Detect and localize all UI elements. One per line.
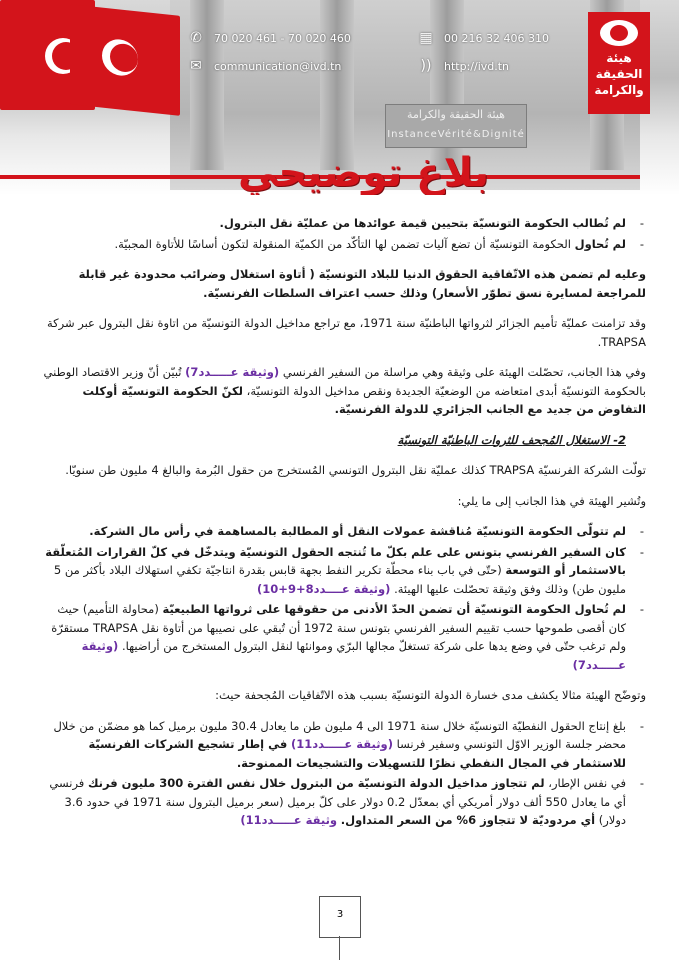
website-contact[interactable]: )) http://ivd.tn — [416, 58, 509, 74]
document-body — [40, 214, 646, 842]
ivd-logo: هيئة الحقيقة والكرامة — [588, 12, 650, 114]
paragraph: وتوضّح الهيئة مثالا يكشف مدى خسارة الدولة التونسيّة بسبب هذه الاتّفاقيات المُجحفة حيث: — [215, 688, 646, 702]
intro-list — [40, 214, 646, 253]
list-item: - كان السفير الفرنسي بتونس على علم بكلّ ما تُنتجه الحقول التونسيّة ويتدخّل في كلّ القرارات المُتعلّقة بالاستثمار أو التوسعة (حتّى في باب بناء محطّة تكرير النفط بجهة قابس بقدرة انتاجيّة تكفي استهلاك البلاد بأكثر من 5 مليون طن) وذلك وفق وثيقة تحصّلت عليها الهيئة. (وثيقة عــــدد8+9+10) — [40, 543, 626, 599]
list-item: - لم تتولّى الحكومة التونسيّة مُناقشة عمولات النقل أو المطالبة بالمساهمة في رأس مال الشركة. — [40, 522, 626, 541]
list-item: - في نفس الإطار، لم تتجاوز مداخيل الدولة التونسيّة من البترول خلال نفس الفترة 300 مليون فرنك فرنسي أي ما يعادل 550 ألف دولار أمريكي أي بمعدّل 0.2 دولار على كلّ برميل (سعر برميل البترول سنة 1971 في حدود 3.6 دولار) أي مردوديّة لا تتجاوز 6% من السعر المتداول. وثيقة عـــــدد11) — [40, 774, 626, 830]
document-reference: (وثيقة عـــــدد11) — [290, 737, 393, 751]
page-number-line — [339, 936, 340, 960]
plaque-french: InstanceVérité&Dignité — [387, 129, 525, 140]
building-plaque — [385, 104, 527, 148]
phone-icon: ✆ — [190, 30, 202, 46]
page-header — [0, 0, 679, 195]
section-heading: 2- الاستغلال المُجحف للثروات الباطنيّة التونسيّة — [397, 432, 626, 447]
findings-list — [40, 522, 646, 674]
examples-list — [40, 717, 646, 830]
document-reference: (وثيقة عـــــدد7) — [81, 639, 626, 672]
mail-icon: ✉ — [190, 58, 202, 74]
page-number: 3 — [319, 896, 361, 938]
fax-contact: ▦ 00 216 32 406 310 — [416, 30, 549, 46]
list-item: - لم تُحاول الحكومة التونسيّة أن تضمن الحدّ الأدنى من حقوقها على ثرواتها الطبيعيّة (محاولة التأميم) حيث كان أقصى طموحها حسب تقييم السفير الفرنسي بتونس سنة 1972 أن تُبقي على نصيبها من أتاوة نقل TRAPSA مستقرّة ولم ترغب حتّى في وضع يدها على شركة تستغلّ مجالها البرّي وموانئها لنقل البترول المستخرج من أراضيها. (وثيقة عـــــدد7) — [40, 600, 626, 674]
rss-icon: )) — [420, 58, 432, 74]
page-title: بلاغ توضيحي — [237, 150, 489, 195]
paragraph: تولّت الشركة الفرنسيّة TRAPSA كذلك عمليّة نقل البترول التونسي المُستخرج من حقول البُرمة والبالغ 4 مليون طن سنويّا. — [65, 463, 646, 477]
email-contact[interactable]: ✉ communication@ivd.tn — [186, 58, 341, 74]
tunisian-flag-icon — [70, 4, 180, 116]
paragraph: وقد تزامنت عمليّة تأميم الجزائر لثرواتها الباطنيّة سنة 1971، مع تراجع مداخيل الدولة التونسيّة من اتاوة نقل البترول عبر شركة TRAPSA. — [46, 316, 646, 349]
list-item: - لم تُحاول الحكومة التونسيّة أن تضع آليات تضمن لها التأكّد من الكميّة المنقولة لتكون أساسًا للأتاوة المجبيّة. — [40, 235, 626, 254]
logo-eye-icon — [600, 20, 638, 46]
paragraph: وتُشير الهيئة في هذا الجانب إلى ما يلي: — [457, 493, 646, 508]
list-item: - لم تُطالب الحكومة التونسيّة بتحيين قيمة عوائدها من عمليّة نقل البترول. — [40, 214, 626, 233]
fax-icon: ▦ — [419, 30, 433, 46]
list-item: - بلغ إنتاج الحقول النفطيّة التونسيّة خلال سنة 1971 الى 4 مليون طن ما يعادل 30.4 مليون برميل كما هو مضمّن من خلال محضر جلسة الوزير الاوّل التونسي وسفير فرنسا (وثيقة عـــــدد11) في إطار تشجيع الشركات الفرنسيّة للاستثمار في المجال النفطي نظرًا للتسهيلات والتشجيعات الممنوحة. — [40, 717, 626, 773]
paragraph: وعليه لم تضمن هذه الاتّفاقية الحقوق الدنيا للبلاد التونسيّة ( أتاوة استغلال وضرائب محدودة غير قابلة للمراجعة لمسايرة نسق تطوّر الأسعار) وذلك حسب اعتراف السلطات الفرنسيّة. — [78, 267, 646, 300]
paragraph: وفي هذا الجانب، تحصّلت الهيئة على وثيقة وهي مراسلة من السفير الفرنسي (وثيقة عـــــدد7) تُبيّن أنّ وزير الاقتصاد الوطني بالحكومة التونسيّة أبدى امتعاضه من الوضعيّة الجديدة ونقص مداخيل الدولة التونسيّة، لكنّ الحكومة التونسيّة أوكلت التفاوض من جديد مع الجانب الجزائري للدولة الفرنسيّة. — [43, 365, 646, 416]
document-reference: وثيقة عـــــدد11) — [240, 813, 338, 827]
document-reference: (وثيقة عــــدد8+9+10) — [257, 581, 391, 596]
phone-contact: ✆ 70 020 461 - 70 020 460 — [186, 30, 351, 46]
contact-bar — [178, 22, 568, 88]
plaque-arabic: هيئة الحقيقة والكرامة — [407, 108, 505, 121]
document-reference: (وثيقة عـــــدد7) — [185, 365, 280, 379]
